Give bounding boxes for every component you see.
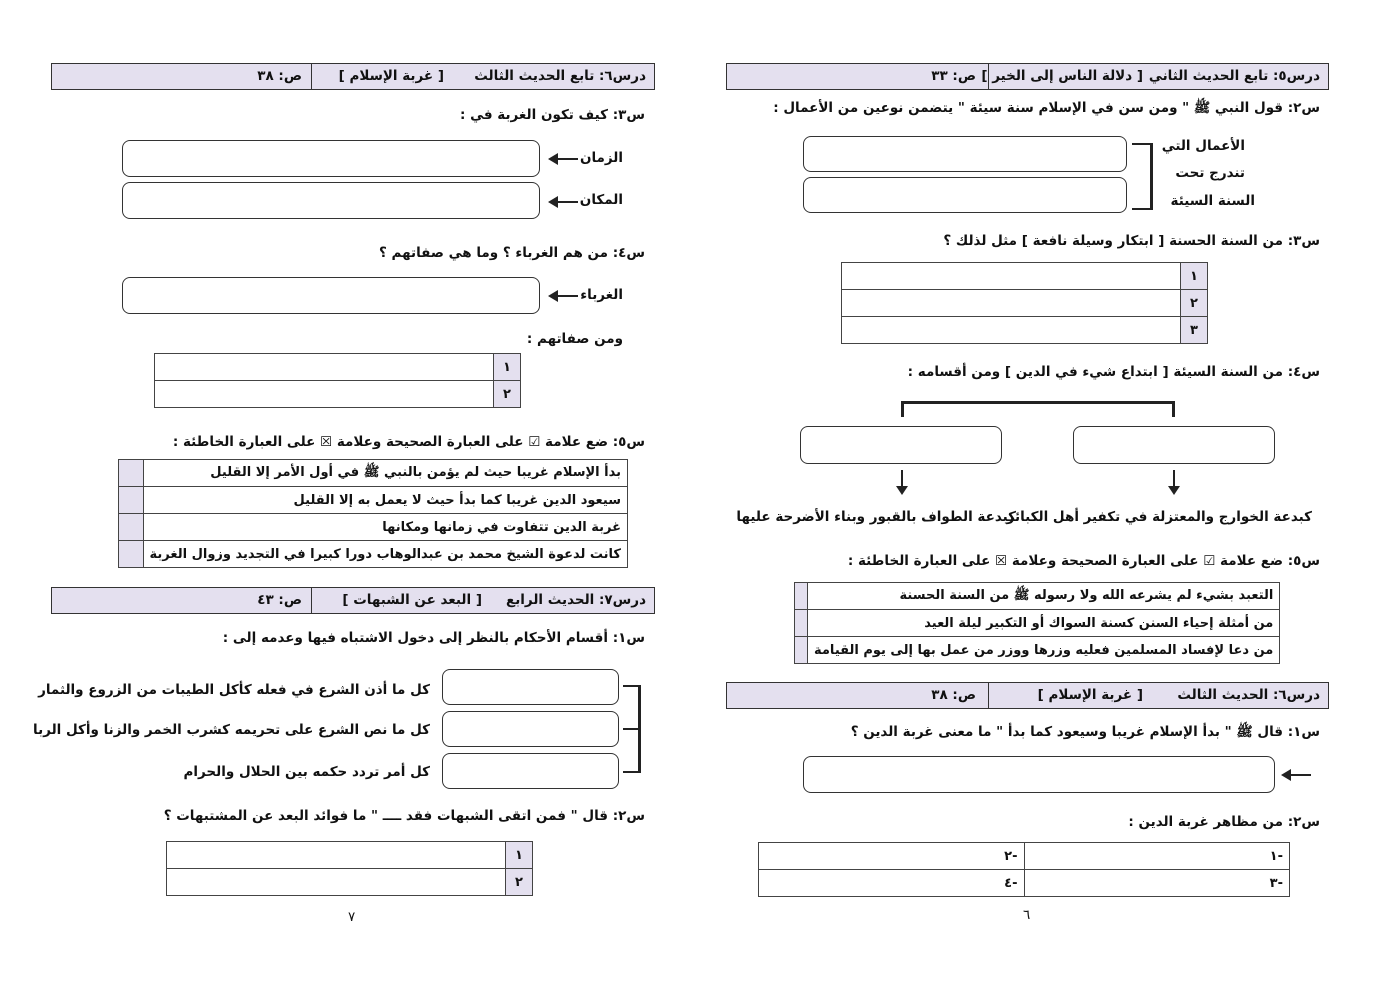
table-row	[759, 870, 1290, 897]
statement: من دعا لإفساد المسلمين فعليه وزرها ووزر من عمل بها إلى يوم القيامة	[808, 637, 1280, 664]
answer-cell[interactable]: -١	[1024, 843, 1290, 870]
bracket-tick	[1132, 208, 1152, 210]
row-number: ٢	[494, 381, 521, 408]
table-row	[119, 487, 628, 514]
bracket	[1150, 143, 1153, 210]
label: السنة السيئة	[1170, 193, 1255, 209]
statement: غربة الدين تتفاوت في زمانها ومكانها	[143, 514, 627, 541]
question-text: س٥: ضع علامة ☑ على العبارة الصحيحة وعلامة ☒ على العبارة الخاطئة :	[172, 434, 645, 450]
divider	[311, 64, 312, 89]
bracket-tick	[623, 728, 640, 730]
answer-box[interactable]	[800, 426, 1002, 464]
question-text: س٤: من السنة السيئة [ ابتداع شيء في الدين ] ومن أقسامه :	[907, 364, 1320, 380]
page-number: ٦	[1023, 907, 1031, 923]
page-number: ٧	[348, 909, 356, 925]
answer-cell[interactable]: -٤	[759, 870, 1025, 897]
mark-cell[interactable]	[795, 610, 808, 637]
mark-cell[interactable]	[795, 583, 808, 610]
label: تندرج تحت	[1175, 165, 1245, 181]
answer-cell[interactable]	[167, 869, 506, 896]
answer-cell[interactable]: -٣	[1024, 870, 1290, 897]
question-text: س٣: من السنة الحسنة [ ابتكار وسيلة نافعة ] مثل لذلك ؟	[943, 233, 1320, 249]
answer-cell[interactable]: -٢	[759, 843, 1025, 870]
mark-cell[interactable]	[119, 514, 144, 541]
tree-connector	[901, 401, 1175, 404]
table-row	[167, 869, 533, 896]
lesson-title: درس٦: تابع الحديث الثالث	[474, 68, 646, 84]
page-ref: ص: ٤٣	[257, 592, 302, 608]
mark-cell[interactable]	[119, 541, 144, 568]
question-text: س٤: من هم الغرباء ؟ وما هي صفاتهم ؟	[379, 245, 645, 261]
lesson-title: درس٦: الحديث الثالث	[1177, 687, 1320, 703]
label: الزمان	[579, 150, 623, 166]
question-text: س٣: كيف تكون الغربة في :	[459, 107, 645, 123]
answer-cell[interactable]	[842, 290, 1181, 317]
arrow-left-icon	[1283, 774, 1311, 776]
label: الغرباء	[580, 287, 623, 303]
row-number: ١	[494, 354, 521, 381]
page-ref: ص: ٣٨	[257, 68, 302, 84]
answer-table	[154, 353, 521, 408]
answer-box-time[interactable]	[122, 140, 540, 177]
answer-box-strangers[interactable]	[122, 277, 540, 314]
example-text: كبدعة الطواف بالقبور وبناء الأضرحة عليها	[736, 509, 1016, 525]
divider	[311, 588, 312, 613]
mark-cell[interactable]	[119, 487, 144, 514]
answer-cell[interactable]	[155, 354, 494, 381]
bracket-tick	[1132, 143, 1152, 145]
label: الأعمال التي	[1161, 138, 1245, 154]
label: كل ما نص الشرع على تحريمه كشرب الخمر والزنا وأكل الربا	[33, 722, 430, 738]
answer-table	[841, 262, 1208, 344]
table-row	[842, 290, 1208, 317]
divider	[988, 64, 989, 89]
lesson-title: درس٧: الحديث الرابع	[506, 592, 646, 608]
answer-cell[interactable]	[842, 263, 1181, 290]
question-text: س٢: من مظاهر غربة الدين :	[1128, 814, 1320, 830]
row-number: ١	[1181, 263, 1208, 290]
mark-cell[interactable]	[795, 637, 808, 664]
row-number: ٣	[1181, 317, 1208, 344]
lesson-header	[726, 682, 1329, 709]
answer-cell[interactable]	[155, 381, 494, 408]
lesson-title: درس٥: تابع الحديث الثاني	[1148, 68, 1320, 84]
bracket-tick	[623, 685, 640, 687]
answer-box[interactable]	[442, 711, 619, 747]
table-row	[155, 381, 521, 408]
divider	[988, 683, 989, 708]
answer-box[interactable]	[803, 756, 1275, 793]
arrow-down-icon	[901, 470, 903, 492]
statement: بدأ الإسلام غريبا حيث لم يؤمن بالنبي ﷺ في أول الأمر إلا القليل	[143, 460, 627, 487]
table-row	[842, 263, 1208, 290]
sub-question: ومن صفاتهم :	[526, 331, 623, 347]
true-false-table	[794, 582, 1280, 664]
answer-cell[interactable]	[842, 317, 1181, 344]
question-text: س٢: قال " فمن اتقى الشبهات فقد ــــ " ما فوائد البعد عن المشتبهات ؟	[163, 808, 645, 824]
lesson-topic: [ غربة الإسلام ]	[1037, 687, 1143, 703]
table-row	[167, 842, 533, 869]
page-ref: ص: ٣٨	[931, 687, 976, 703]
answer-box[interactable]	[803, 177, 1127, 213]
lesson-topic: [ دلالة الناس إلى الخير ]	[981, 68, 1143, 84]
statement: من أمثلة إحياء السنن كسنة السواك أو التكبير ليلة العيد	[808, 610, 1280, 637]
answer-box[interactable]	[442, 669, 619, 705]
page-ref: ص: ٣٣	[931, 68, 976, 84]
lesson-topic: [ البعد عن الشبهات ]	[342, 592, 482, 608]
example-text: كبدعة الخوارج والمعتزلة في تكفير أهل الكبائر	[1006, 509, 1312, 525]
answer-box[interactable]	[803, 136, 1127, 172]
lesson-header	[51, 63, 655, 90]
answer-box[interactable]	[1073, 426, 1275, 464]
row-number: ٢	[1181, 290, 1208, 317]
question-text: س١: أقسام الأحكام بالنظر إلى دخول الاشتباه فيها وعدمه إلى :	[222, 630, 645, 646]
answer-table	[166, 841, 533, 896]
table-row	[119, 514, 628, 541]
question-text: س٢: قول النبي ﷺ " ومن سن في الإسلام سنة سيئة " يتضمن نوعين من الأعمال :	[773, 100, 1320, 116]
arrow-left-icon	[550, 158, 578, 160]
tree-connector	[1172, 401, 1175, 417]
mark-cell[interactable]	[119, 460, 144, 487]
arrow-left-icon	[550, 295, 578, 297]
row-number: ١	[506, 842, 533, 869]
table-row	[842, 317, 1208, 344]
lesson-header	[726, 63, 1329, 90]
statement: سيعود الدين غريبا كما بدأ حيث لا يعمل به إلا القليل	[143, 487, 627, 514]
table-row	[759, 843, 1290, 870]
tree-connector	[901, 401, 904, 417]
arrow-left-icon	[550, 201, 578, 203]
answer-table	[758, 842, 1290, 897]
statement: التعبد بشيء لم يشرعه الله ولا رسوله ﷺ من السنة الحسنة	[808, 583, 1280, 610]
lesson-topic: [ غربة الإسلام ]	[338, 68, 444, 84]
table-row	[795, 583, 1280, 610]
table-row	[795, 637, 1280, 664]
label: المكان	[579, 192, 623, 208]
answer-cell[interactable]	[167, 842, 506, 869]
lesson-header	[51, 587, 655, 614]
row-number: ٢	[506, 869, 533, 896]
table-row	[119, 460, 628, 487]
question-text: س٥: ضع علامة ☑ على العبارة الصحيحة وعلامة ☒ على العبارة الخاطئة :	[847, 553, 1320, 569]
label: كل ما أذن الشرع في فعله كأكل الطيبات من الزروع والثمار	[38, 682, 430, 698]
answer-box[interactable]	[442, 753, 619, 789]
answer-box-place[interactable]	[122, 182, 540, 219]
true-false-table	[118, 459, 628, 568]
table-row	[795, 610, 1280, 637]
label: كل أمر تردد حكمه بين الحلال والحرام	[183, 764, 430, 780]
table-row	[119, 541, 628, 568]
table-row	[155, 354, 521, 381]
bracket-tick	[623, 771, 640, 773]
question-text: س١: قال ﷺ " بدأ الإسلام غريبا وسيعود كما بدأ " ما معنى غربة الدين ؟	[850, 724, 1320, 740]
arrow-down-icon	[1173, 470, 1175, 492]
statement: كانت لدعوة الشيخ محمد بن عبدالوهاب دورا كبيرا في التجديد وزوال الغربة	[143, 541, 627, 568]
